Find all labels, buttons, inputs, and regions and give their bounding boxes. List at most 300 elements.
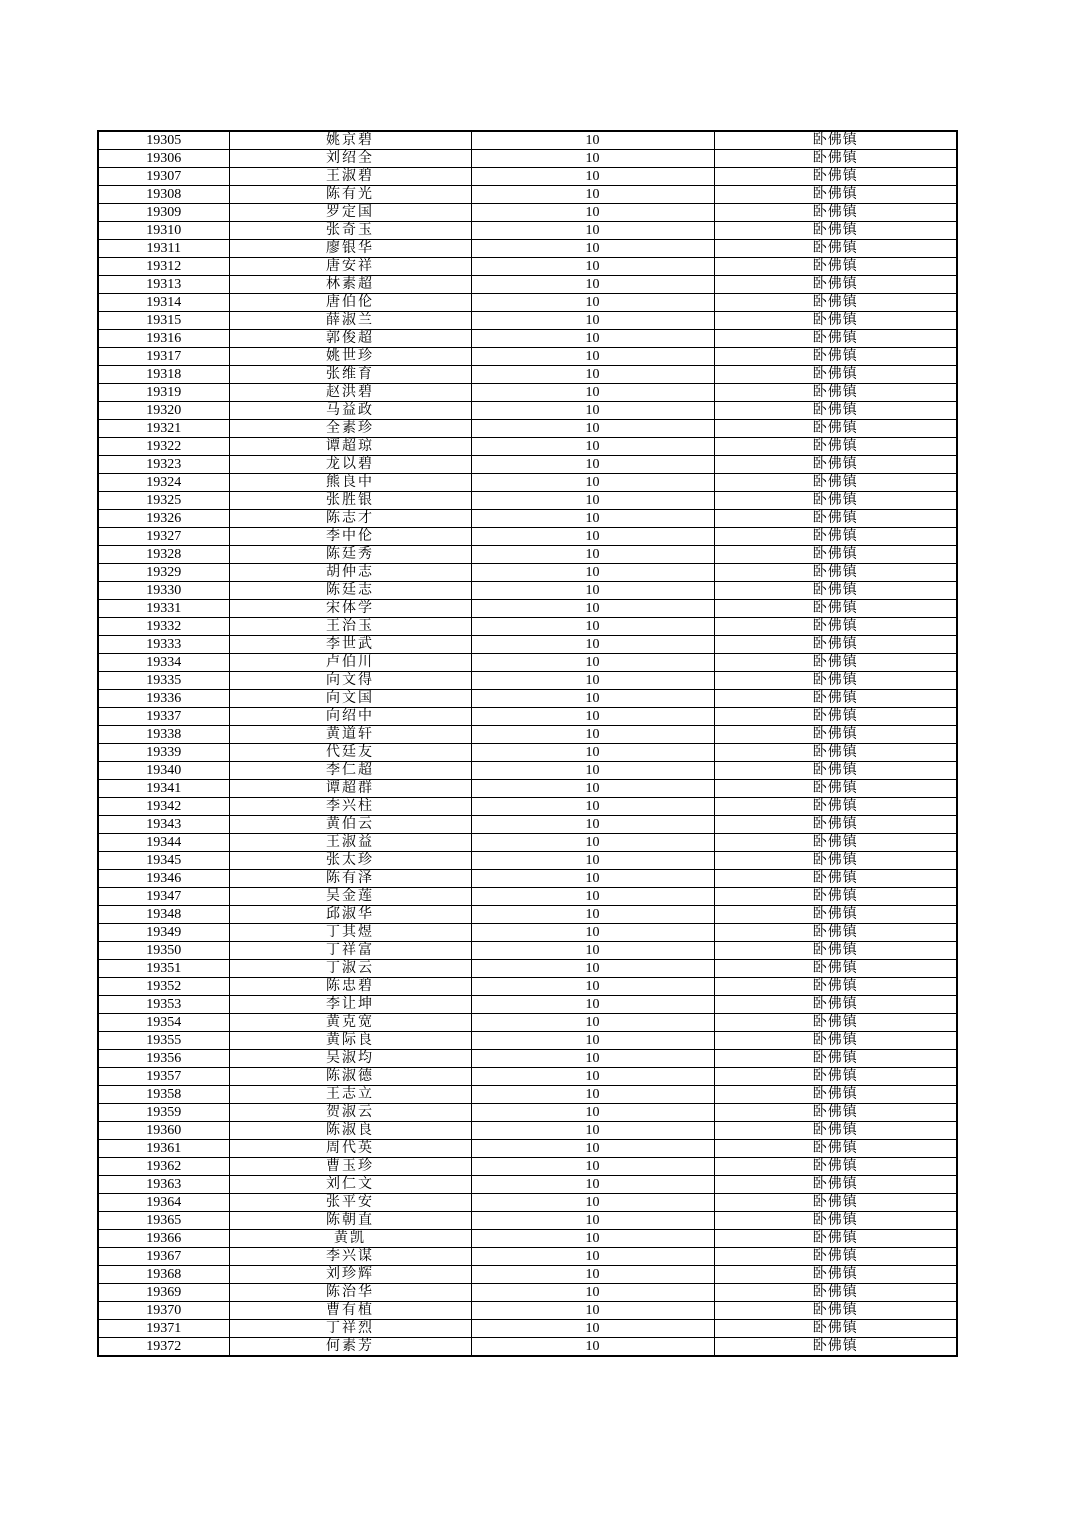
id-cell: 19315 — [98, 312, 229, 330]
id-cell: 19355 — [98, 1032, 229, 1050]
id-cell: 19332 — [98, 618, 229, 636]
table-row — [98, 942, 957, 960]
name-cell: 龙以碧 — [229, 456, 471, 474]
table-row — [98, 852, 957, 870]
name-cell: 廖银华 — [229, 240, 471, 258]
amount-cell: 10 — [471, 852, 714, 870]
id-cell: 19343 — [98, 816, 229, 834]
town-cell: 卧佛镇 — [714, 798, 957, 816]
id-cell: 19309 — [98, 204, 229, 222]
table-row — [98, 996, 957, 1014]
town-cell: 卧佛镇 — [714, 618, 957, 636]
id-cell: 19328 — [98, 546, 229, 564]
table-row — [98, 168, 957, 186]
town-cell: 卧佛镇 — [714, 384, 957, 402]
table-row — [98, 456, 957, 474]
amount-cell: 10 — [471, 204, 714, 222]
name-cell: 熊良中 — [229, 474, 471, 492]
name-cell: 陈治华 — [229, 1284, 471, 1302]
name-cell: 赵洪碧 — [229, 384, 471, 402]
name-cell: 陈廷秀 — [229, 546, 471, 564]
table-row — [98, 1194, 957, 1212]
name-cell: 胡仲志 — [229, 564, 471, 582]
id-cell: 19324 — [98, 474, 229, 492]
amount-cell: 10 — [471, 1104, 714, 1122]
amount-cell: 10 — [471, 942, 714, 960]
table-row — [98, 1122, 957, 1140]
town-cell: 卧佛镇 — [714, 654, 957, 672]
town-cell: 卧佛镇 — [714, 600, 957, 618]
id-cell: 19331 — [98, 600, 229, 618]
town-cell: 卧佛镇 — [714, 474, 957, 492]
amount-cell: 10 — [471, 582, 714, 600]
name-cell: 唐伯伦 — [229, 294, 471, 312]
town-cell: 卧佛镇 — [714, 960, 957, 978]
name-cell: 丁祥富 — [229, 942, 471, 960]
name-cell: 丁淑云 — [229, 960, 471, 978]
amount-cell: 10 — [471, 1122, 714, 1140]
id-cell: 19334 — [98, 654, 229, 672]
town-cell: 卧佛镇 — [714, 204, 957, 222]
town-cell: 卧佛镇 — [714, 528, 957, 546]
town-cell: 卧佛镇 — [714, 1014, 957, 1032]
amount-cell: 10 — [471, 546, 714, 564]
table-row — [98, 474, 957, 492]
town-cell: 卧佛镇 — [714, 150, 957, 168]
town-cell: 卧佛镇 — [714, 1212, 957, 1230]
amount-cell: 10 — [471, 528, 714, 546]
name-cell: 王治玉 — [229, 618, 471, 636]
table-row — [98, 1212, 957, 1230]
name-cell: 黄克宽 — [229, 1014, 471, 1032]
amount-cell: 10 — [471, 348, 714, 366]
amount-cell: 10 — [471, 312, 714, 330]
name-cell: 刘仁文 — [229, 1176, 471, 1194]
amount-cell: 10 — [471, 906, 714, 924]
name-cell: 陈有泽 — [229, 870, 471, 888]
table-row — [98, 798, 957, 816]
id-cell: 19362 — [98, 1158, 229, 1176]
name-cell: 林素超 — [229, 276, 471, 294]
town-cell: 卧佛镇 — [714, 330, 957, 348]
amount-cell: 10 — [471, 222, 714, 240]
name-cell: 周代英 — [229, 1140, 471, 1158]
town-cell: 卧佛镇 — [714, 1068, 957, 1086]
table-row — [98, 690, 957, 708]
id-cell: 19359 — [98, 1104, 229, 1122]
town-cell: 卧佛镇 — [714, 1140, 957, 1158]
town-cell: 卧佛镇 — [714, 438, 957, 456]
id-cell: 19329 — [98, 564, 229, 582]
amount-cell: 10 — [471, 1140, 714, 1158]
table-row — [98, 294, 957, 312]
town-cell: 卧佛镇 — [714, 312, 957, 330]
table-row — [98, 960, 957, 978]
name-cell: 陈廷志 — [229, 582, 471, 600]
table-row — [98, 330, 957, 348]
table-row — [98, 510, 957, 528]
table-row — [98, 1338, 957, 1357]
town-cell: 卧佛镇 — [714, 1284, 957, 1302]
amount-cell: 10 — [471, 420, 714, 438]
amount-cell: 10 — [471, 1302, 714, 1320]
town-cell: 卧佛镇 — [714, 762, 957, 780]
town-cell: 卧佛镇 — [714, 1086, 957, 1104]
table-row — [98, 1302, 957, 1320]
amount-cell: 10 — [471, 618, 714, 636]
name-cell: 黄凯 — [229, 1230, 471, 1248]
name-cell: 李仁超 — [229, 762, 471, 780]
table-row — [98, 222, 957, 240]
table-row — [98, 564, 957, 582]
amount-cell: 10 — [471, 708, 714, 726]
town-cell: 卧佛镇 — [714, 1194, 957, 1212]
name-cell: 陈淑德 — [229, 1068, 471, 1086]
amount-cell: 10 — [471, 996, 714, 1014]
table-row — [98, 492, 957, 510]
town-cell: 卧佛镇 — [714, 1104, 957, 1122]
town-cell: 卧佛镇 — [714, 1230, 957, 1248]
name-cell: 吴金莲 — [229, 888, 471, 906]
amount-cell: 10 — [471, 1194, 714, 1212]
table-row — [98, 618, 957, 636]
id-cell: 19361 — [98, 1140, 229, 1158]
town-cell: 卧佛镇 — [714, 690, 957, 708]
amount-cell: 10 — [471, 1050, 714, 1068]
table-row — [98, 366, 957, 384]
table-row — [98, 924, 957, 942]
amount-cell: 10 — [471, 240, 714, 258]
amount-cell: 10 — [471, 294, 714, 312]
name-cell: 李世武 — [229, 636, 471, 654]
name-cell: 贺淑云 — [229, 1104, 471, 1122]
id-cell: 19313 — [98, 276, 229, 294]
amount-cell: 10 — [471, 456, 714, 474]
name-cell: 何素芳 — [229, 1338, 471, 1357]
id-cell: 19323 — [98, 456, 229, 474]
id-cell: 19369 — [98, 1284, 229, 1302]
id-cell: 19348 — [98, 906, 229, 924]
amount-cell: 10 — [471, 1266, 714, 1284]
amount-cell: 10 — [471, 762, 714, 780]
table-row — [98, 1158, 957, 1176]
name-cell: 谭超琼 — [229, 438, 471, 456]
name-cell: 郭俊超 — [229, 330, 471, 348]
id-cell: 19365 — [98, 1212, 229, 1230]
town-cell: 卧佛镇 — [714, 942, 957, 960]
id-cell: 19342 — [98, 798, 229, 816]
id-cell: 19370 — [98, 1302, 229, 1320]
town-cell: 卧佛镇 — [714, 870, 957, 888]
town-cell: 卧佛镇 — [714, 996, 957, 1014]
id-cell: 19307 — [98, 168, 229, 186]
name-cell: 向文得 — [229, 672, 471, 690]
name-cell: 王淑碧 — [229, 168, 471, 186]
town-cell: 卧佛镇 — [714, 1320, 957, 1338]
id-cell: 19337 — [98, 708, 229, 726]
name-cell: 刘珍辉 — [229, 1266, 471, 1284]
id-cell: 19306 — [98, 150, 229, 168]
data-table — [97, 130, 958, 1357]
amount-cell: 10 — [471, 510, 714, 528]
town-cell: 卧佛镇 — [714, 1248, 957, 1266]
amount-cell: 10 — [471, 131, 714, 150]
name-cell: 李让坤 — [229, 996, 471, 1014]
town-cell: 卧佛镇 — [714, 816, 957, 834]
amount-cell: 10 — [471, 564, 714, 582]
amount-cell: 10 — [471, 924, 714, 942]
town-cell: 卧佛镇 — [714, 726, 957, 744]
town-cell: 卧佛镇 — [714, 456, 957, 474]
table-row — [98, 546, 957, 564]
id-cell: 19340 — [98, 762, 229, 780]
town-cell: 卧佛镇 — [714, 1266, 957, 1284]
name-cell: 陈朝直 — [229, 1212, 471, 1230]
town-cell: 卧佛镇 — [714, 1302, 957, 1320]
table-row — [98, 726, 957, 744]
id-cell: 19366 — [98, 1230, 229, 1248]
name-cell: 王志立 — [229, 1086, 471, 1104]
table-row — [98, 1068, 957, 1086]
name-cell: 黄伯云 — [229, 816, 471, 834]
table-row — [98, 1176, 957, 1194]
id-cell: 19352 — [98, 978, 229, 996]
id-cell: 19320 — [98, 402, 229, 420]
id-cell: 19368 — [98, 1266, 229, 1284]
name-cell: 陈忠碧 — [229, 978, 471, 996]
name-cell: 姚京碧 — [229, 131, 471, 150]
table-row — [98, 672, 957, 690]
id-cell: 19310 — [98, 222, 229, 240]
table-row — [98, 906, 957, 924]
town-cell: 卧佛镇 — [714, 924, 957, 942]
table-row — [98, 816, 957, 834]
town-cell: 卧佛镇 — [714, 1050, 957, 1068]
town-cell: 卧佛镇 — [714, 1338, 957, 1357]
table-row — [98, 1266, 957, 1284]
id-cell: 19363 — [98, 1176, 229, 1194]
amount-cell: 10 — [471, 1338, 714, 1357]
name-cell: 薛淑兰 — [229, 312, 471, 330]
table-row — [98, 204, 957, 222]
town-cell: 卧佛镇 — [714, 546, 957, 564]
name-cell: 张维育 — [229, 366, 471, 384]
name-cell: 李兴柱 — [229, 798, 471, 816]
table-row — [98, 744, 957, 762]
amount-cell: 10 — [471, 780, 714, 798]
table-row — [98, 762, 957, 780]
table-body — [98, 131, 957, 1356]
name-cell: 黄际良 — [229, 1032, 471, 1050]
name-cell: 张胜银 — [229, 492, 471, 510]
table-row — [98, 402, 957, 420]
amount-cell: 10 — [471, 870, 714, 888]
name-cell: 张奇玉 — [229, 222, 471, 240]
id-cell: 19327 — [98, 528, 229, 546]
amount-cell: 10 — [471, 1212, 714, 1230]
amount-cell: 10 — [471, 150, 714, 168]
id-cell: 19350 — [98, 942, 229, 960]
name-cell: 吴淑均 — [229, 1050, 471, 1068]
name-cell: 曹有植 — [229, 1302, 471, 1320]
table-row — [98, 708, 957, 726]
amount-cell: 10 — [471, 384, 714, 402]
town-cell: 卧佛镇 — [714, 168, 957, 186]
id-cell: 19335 — [98, 672, 229, 690]
id-cell: 19364 — [98, 1194, 229, 1212]
id-cell: 19330 — [98, 582, 229, 600]
town-cell: 卧佛镇 — [714, 888, 957, 906]
town-cell: 卧佛镇 — [714, 780, 957, 798]
id-cell: 19325 — [98, 492, 229, 510]
table-row — [98, 780, 957, 798]
amount-cell: 10 — [471, 492, 714, 510]
amount-cell: 10 — [471, 1230, 714, 1248]
id-cell: 19344 — [98, 834, 229, 852]
table-row — [98, 870, 957, 888]
table-row — [98, 1140, 957, 1158]
table-row — [98, 1248, 957, 1266]
id-cell: 19336 — [98, 690, 229, 708]
town-cell: 卧佛镇 — [714, 348, 957, 366]
table-row — [98, 1032, 957, 1050]
town-cell: 卧佛镇 — [714, 906, 957, 924]
amount-cell: 10 — [471, 600, 714, 618]
name-cell: 罗定国 — [229, 204, 471, 222]
name-cell: 向文国 — [229, 690, 471, 708]
amount-cell: 10 — [471, 690, 714, 708]
name-cell: 王淑益 — [229, 834, 471, 852]
name-cell: 张平安 — [229, 1194, 471, 1212]
name-cell: 黄道轩 — [229, 726, 471, 744]
name-cell: 唐安祥 — [229, 258, 471, 276]
town-cell: 卧佛镇 — [714, 1176, 957, 1194]
id-cell: 19319 — [98, 384, 229, 402]
name-cell: 李中伦 — [229, 528, 471, 546]
id-cell: 19371 — [98, 1320, 229, 1338]
table-row — [98, 600, 957, 618]
id-cell: 19354 — [98, 1014, 229, 1032]
amount-cell: 10 — [471, 186, 714, 204]
id-cell: 19353 — [98, 996, 229, 1014]
town-cell: 卧佛镇 — [714, 240, 957, 258]
town-cell: 卧佛镇 — [714, 1122, 957, 1140]
town-cell: 卧佛镇 — [714, 510, 957, 528]
town-cell: 卧佛镇 — [714, 276, 957, 294]
table-row — [98, 1230, 957, 1248]
town-cell: 卧佛镇 — [714, 131, 957, 150]
name-cell: 张太珍 — [229, 852, 471, 870]
name-cell: 马益政 — [229, 402, 471, 420]
town-cell: 卧佛镇 — [714, 582, 957, 600]
town-cell: 卧佛镇 — [714, 366, 957, 384]
amount-cell: 10 — [471, 258, 714, 276]
name-cell: 卢伯川 — [229, 654, 471, 672]
table-row — [98, 528, 957, 546]
name-cell: 陈志才 — [229, 510, 471, 528]
town-cell: 卧佛镇 — [714, 978, 957, 996]
name-cell: 李兴谋 — [229, 1248, 471, 1266]
id-cell: 19322 — [98, 438, 229, 456]
id-cell: 19311 — [98, 240, 229, 258]
amount-cell: 10 — [471, 834, 714, 852]
id-cell: 19314 — [98, 294, 229, 312]
table-row — [98, 582, 957, 600]
amount-cell: 10 — [471, 276, 714, 294]
amount-cell: 10 — [471, 474, 714, 492]
id-cell: 19358 — [98, 1086, 229, 1104]
town-cell: 卧佛镇 — [714, 744, 957, 762]
amount-cell: 10 — [471, 978, 714, 996]
name-cell: 代廷友 — [229, 744, 471, 762]
amount-cell: 10 — [471, 1284, 714, 1302]
id-cell: 19338 — [98, 726, 229, 744]
table-row — [98, 654, 957, 672]
id-cell: 19318 — [98, 366, 229, 384]
amount-cell: 10 — [471, 798, 714, 816]
id-cell: 19360 — [98, 1122, 229, 1140]
table-row — [98, 1086, 957, 1104]
amount-cell: 10 — [471, 1032, 714, 1050]
table-row — [98, 978, 957, 996]
id-cell: 19372 — [98, 1338, 229, 1357]
town-cell: 卧佛镇 — [714, 420, 957, 438]
name-cell: 陈有光 — [229, 186, 471, 204]
table-row — [98, 258, 957, 276]
id-cell: 19356 — [98, 1050, 229, 1068]
amount-cell: 10 — [471, 1014, 714, 1032]
town-cell: 卧佛镇 — [714, 564, 957, 582]
town-cell: 卧佛镇 — [714, 186, 957, 204]
table-row — [98, 186, 957, 204]
amount-cell: 10 — [471, 330, 714, 348]
town-cell: 卧佛镇 — [714, 258, 957, 276]
town-cell: 卧佛镇 — [714, 402, 957, 420]
id-cell: 19333 — [98, 636, 229, 654]
id-cell: 19347 — [98, 888, 229, 906]
amount-cell: 10 — [471, 366, 714, 384]
amount-cell: 10 — [471, 744, 714, 762]
amount-cell: 10 — [471, 168, 714, 186]
table-row — [98, 1104, 957, 1122]
amount-cell: 10 — [471, 402, 714, 420]
town-cell: 卧佛镇 — [714, 492, 957, 510]
id-cell: 19316 — [98, 330, 229, 348]
town-cell: 卧佛镇 — [714, 636, 957, 654]
amount-cell: 10 — [471, 960, 714, 978]
name-cell: 谭超群 — [229, 780, 471, 798]
town-cell: 卧佛镇 — [714, 852, 957, 870]
name-cell: 全素珍 — [229, 420, 471, 438]
table-row — [98, 150, 957, 168]
name-cell: 向绍中 — [229, 708, 471, 726]
name-cell: 邱淑华 — [229, 906, 471, 924]
table-row — [98, 348, 957, 366]
amount-cell: 10 — [471, 1320, 714, 1338]
id-cell: 19339 — [98, 744, 229, 762]
table-row — [98, 276, 957, 294]
name-cell: 刘绍全 — [229, 150, 471, 168]
name-cell: 丁其煜 — [229, 924, 471, 942]
id-cell: 19321 — [98, 420, 229, 438]
id-cell: 19345 — [98, 852, 229, 870]
amount-cell: 10 — [471, 816, 714, 834]
table-row — [98, 131, 957, 150]
name-cell: 陈淑良 — [229, 1122, 471, 1140]
amount-cell: 10 — [471, 1086, 714, 1104]
town-cell: 卧佛镇 — [714, 1158, 957, 1176]
id-cell: 19341 — [98, 780, 229, 798]
